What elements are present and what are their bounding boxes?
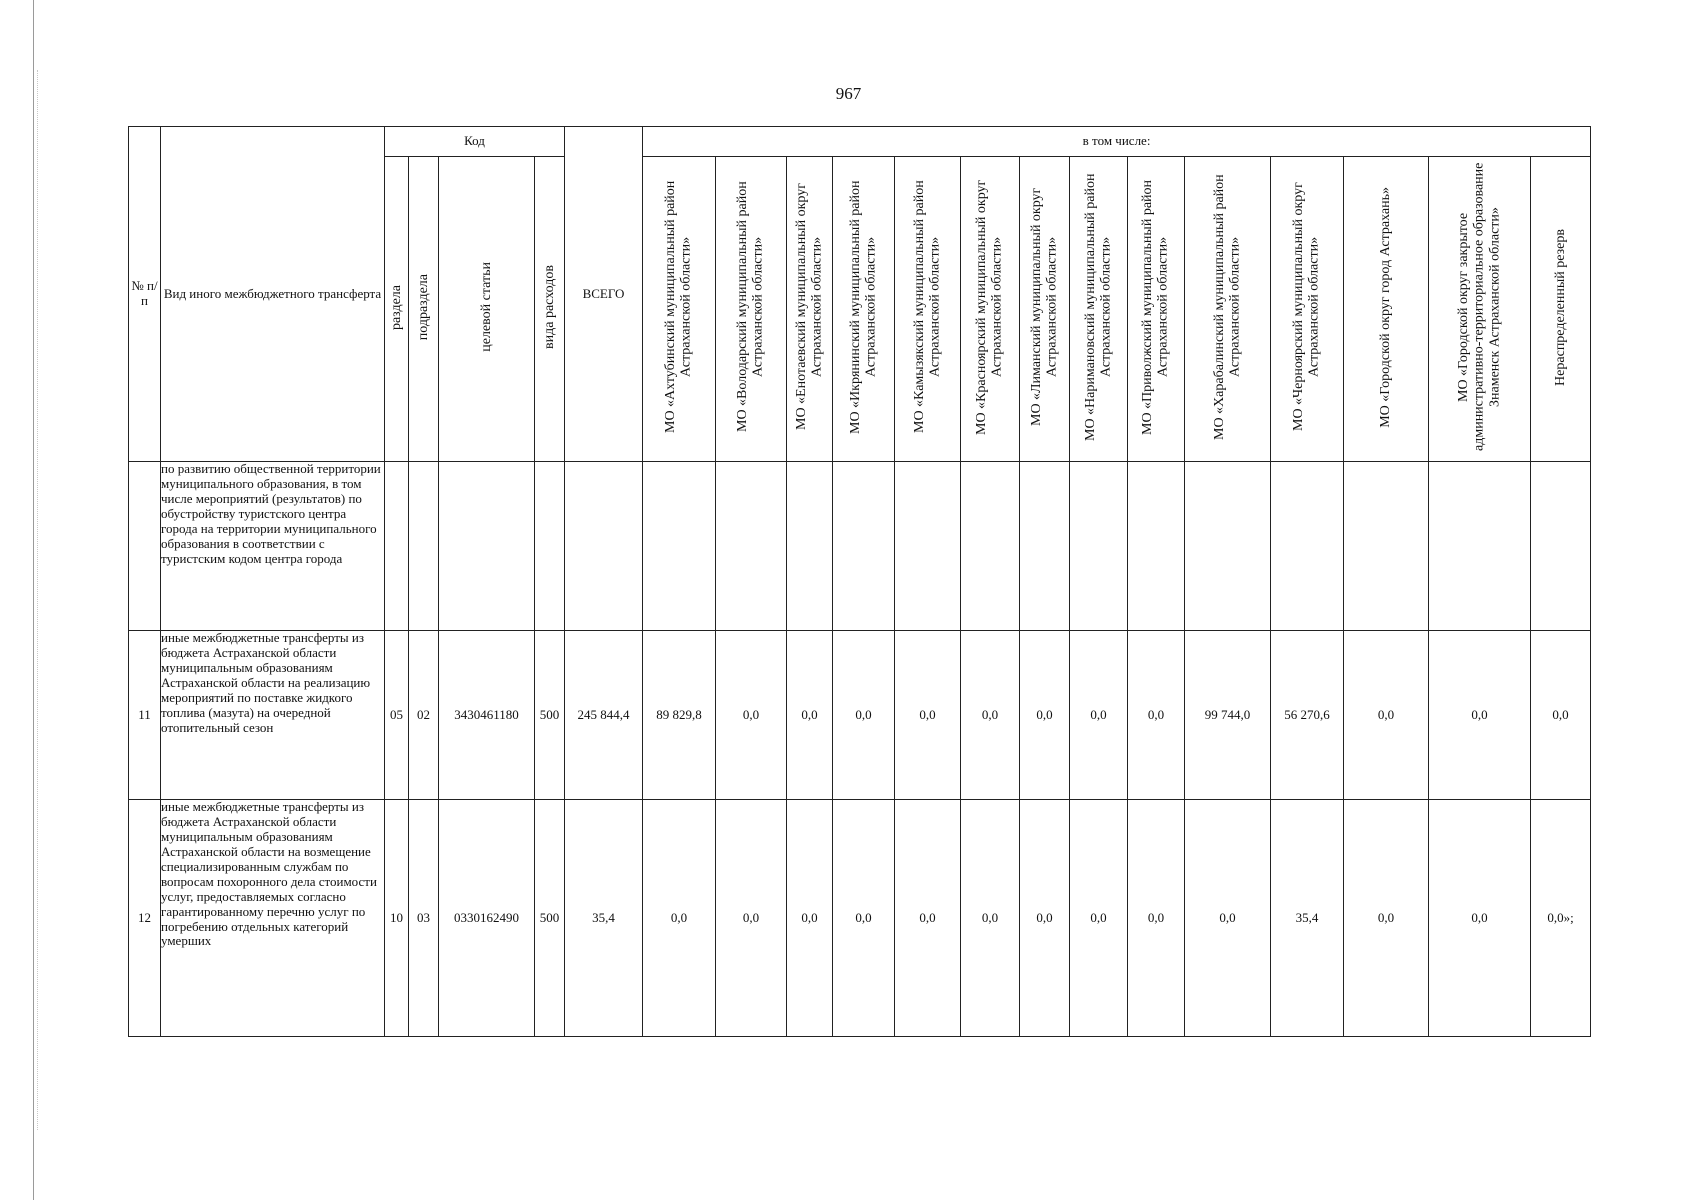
scan-edge-shadow [37, 70, 38, 1130]
header-municipality-7-label: МО «Лиманский муниципальный округ Астраханской области» [1028, 187, 1060, 427]
row-value-6: 0,0 [961, 800, 1020, 1037]
row-value-6 [961, 462, 1020, 631]
row-value-4: 0,0 [833, 800, 895, 1037]
row-vid [535, 462, 565, 631]
header-municipality-10 [1185, 157, 1271, 462]
header-municipality-12-label: МО «Городской округ город Астрахань» [1378, 186, 1394, 428]
row-value-7: 0,0 [1020, 800, 1070, 1037]
row-value-12 [1344, 462, 1429, 631]
header-municipality-1 [643, 157, 716, 462]
row-value-8: 0,0 [1070, 631, 1128, 800]
header-type: Вид иного межбюджетного трансферта [161, 127, 385, 462]
row-transfer-type: иные межбюджетные трансферты из бюджета Астраханской области муниципальным образованиям Астраханской области на возмещение специализированным службам по вопросам похоронного дела стоимости услуг, предоставляемых согласно гарантированному перечню услуг по погребению отдельных категорий умерших [161, 800, 385, 1037]
row-value-13 [1429, 462, 1531, 631]
row-podrazdel [409, 462, 439, 631]
header-code: Код [385, 127, 565, 157]
header-municipality-6-label: МО «Красноярский муниципальный округ Астраханской области» [974, 179, 1006, 435]
row-value-1 [643, 462, 716, 631]
row-value-1: 89 829,8 [643, 631, 716, 800]
row-value-5: 0,0 [895, 800, 961, 1037]
row-podrazdel: 03 [409, 800, 439, 1037]
transfers-table [128, 126, 1591, 1037]
row-value-3: 0,0 [787, 631, 833, 800]
header-municipality-9-label: МО «Приволжский муниципальный район Астраханской области» [1140, 179, 1172, 435]
row-razdel: 05 [385, 631, 409, 800]
row-value-4 [833, 462, 895, 631]
row-value-11: 35,4 [1271, 800, 1344, 1037]
table-row [129, 462, 1591, 631]
header-municipality-14-label: Нераспределенный резерв [1552, 228, 1568, 386]
row-total: 245 844,4 [565, 631, 643, 800]
row-value-2: 0,0 [716, 800, 787, 1037]
table-row [129, 631, 1591, 800]
row-value-12: 0,0 [1344, 631, 1429, 800]
header-municipality-12 [1344, 157, 1429, 462]
row-value-14 [1531, 462, 1591, 631]
header-municipality-6 [961, 157, 1020, 462]
row-value-10: 99 744,0 [1185, 631, 1271, 800]
row-vid: 500 [535, 631, 565, 800]
row-value-13: 0,0 [1429, 800, 1531, 1037]
page-number: 967 [835, 84, 862, 103]
header-municipality-4 [833, 157, 895, 462]
row-vid: 500 [535, 800, 565, 1037]
row-transfer-type: по развитию общественной территории муниципального образования, в том числе мероприятий (результатов) по обустройству туристского центра города на территории муниципального образования в соответствии с туристским кодом центра города [161, 462, 385, 631]
row-value-8: 0,0 [1070, 800, 1128, 1037]
header-municipality-9 [1128, 157, 1185, 462]
row-number [129, 462, 161, 631]
header-including: в том числе: [643, 127, 1591, 157]
row-celevaya: 0330162490 [439, 800, 535, 1037]
row-value-14: 0,0 [1531, 631, 1591, 800]
header-razdel-label: раздела [388, 284, 404, 330]
header-vid [535, 157, 565, 462]
header-municipality-3-label: МО «Енотаевский муниципальный округ Астраханской области» [793, 183, 825, 431]
table-row [129, 800, 1591, 1037]
row-value-7 [1020, 462, 1070, 631]
row-value-3: 0,0 [787, 800, 833, 1037]
header-municipality-2 [716, 157, 787, 462]
row-value-7: 0,0 [1020, 631, 1070, 800]
header-municipality-7 [1020, 157, 1070, 462]
header-num: № п/п [129, 127, 161, 462]
header-municipality-11-label: МО «Черноярский муниципальный округ Астраханской области» [1291, 182, 1323, 432]
row-value-11 [1271, 462, 1344, 631]
row-value-13: 0,0 [1429, 631, 1531, 800]
row-transfer-type: иные межбюджетные трансферты из бюджета Астраханской области муниципальным образованиям Астраханской области на реализацию мероприятий по поставке жидкого топлива (мазута) на очередной отопительный сезон [161, 631, 385, 800]
row-value-10 [1185, 462, 1271, 631]
row-value-11: 56 270,6 [1271, 631, 1344, 800]
row-number: 11 [129, 631, 161, 800]
row-value-9 [1128, 462, 1185, 631]
header-celevaya [439, 157, 535, 462]
row-value-14: 0,0»; [1531, 800, 1591, 1037]
row-value-6: 0,0 [961, 631, 1020, 800]
header-municipality-8 [1070, 157, 1128, 462]
scan-edge-line [33, 0, 34, 1200]
header-municipality-5 [895, 157, 961, 462]
header-municipality-14 [1531, 157, 1591, 462]
header-municipality-8-label: МО «Наримановский муниципальный район Астраханской области» [1082, 173, 1114, 441]
row-value-5 [895, 462, 961, 631]
row-celevaya [439, 462, 535, 631]
row-total: 35,4 [565, 800, 643, 1037]
header-podrazdel-label: подраздела [415, 273, 431, 341]
header-vid-label: вида расходов [541, 265, 557, 350]
row-value-9: 0,0 [1128, 631, 1185, 800]
row-value-8 [1070, 462, 1128, 631]
header-podrazdel [409, 157, 439, 462]
row-podrazdel: 02 [409, 631, 439, 800]
header-celevaya-label: целевой статьи [478, 262, 494, 352]
header-municipality-4-label: МО «Икрянинский муниципальный район Астраханской области» [847, 180, 879, 434]
header-municipality-11 [1271, 157, 1344, 462]
row-value-2 [716, 462, 787, 631]
row-value-1: 0,0 [643, 800, 716, 1037]
row-value-9: 0,0 [1128, 800, 1185, 1037]
header-municipality-3 [787, 157, 833, 462]
header-municipality-10-label: МО «Харабалинский муниципальный район Астраханской области» [1211, 174, 1243, 440]
row-number: 12 [129, 800, 161, 1037]
header-razdel [385, 157, 409, 462]
row-razdel: 10 [385, 800, 409, 1037]
row-value-4: 0,0 [833, 631, 895, 800]
header-municipality-13 [1429, 157, 1531, 462]
row-value-3 [787, 462, 833, 631]
header-municipality-2-label: МО «Володарский муниципальный район Астраханской области» [735, 181, 767, 433]
header-municipality-5-label: МО «Камызякский муниципальный район Астраханской области» [911, 180, 943, 434]
row-razdel [385, 462, 409, 631]
row-value-2: 0,0 [716, 631, 787, 800]
row-total [565, 462, 643, 631]
header-municipality-1-label: МО «Ахтубинский муниципальный район Астраханской области» [663, 180, 695, 434]
row-value-10: 0,0 [1185, 800, 1271, 1037]
row-celevaya: 3430461180 [439, 631, 535, 800]
header-total: ВСЕГО [565, 127, 643, 462]
row-value-12: 0,0 [1344, 800, 1429, 1037]
row-value-5: 0,0 [895, 631, 961, 800]
header-municipality-13-label: МО «Городской округ закрытое административно-территориальное образование Знаменск Астраханской области» [1456, 162, 1503, 452]
